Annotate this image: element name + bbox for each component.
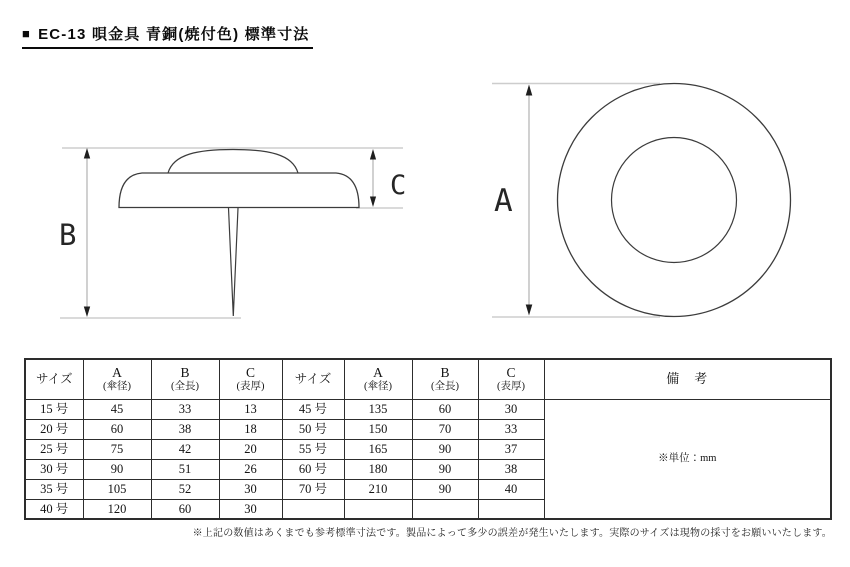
cell-c: 30: [219, 479, 282, 499]
cell-c: 26: [219, 459, 282, 479]
arrow-up-icon: [526, 85, 533, 96]
cell-a: 165: [344, 439, 412, 459]
cell-size: 15 号: [25, 399, 83, 419]
cell-size: 20 号: [25, 419, 83, 439]
dim-label-c: C: [390, 170, 407, 201]
col-header-letter: B: [440, 365, 450, 381]
col-header-b-right: [412, 359, 478, 399]
col-header-label: 備 考: [666, 371, 709, 387]
col-header-sub: (全長): [171, 380, 199, 392]
cell-size: 55 号: [282, 439, 344, 459]
cell-a: 180: [344, 459, 412, 479]
col-header-letter: C: [245, 365, 255, 381]
cell-b: 33: [151, 399, 219, 419]
col-header-sub: (表厚): [236, 380, 265, 392]
spike-outline: [229, 208, 239, 316]
col-header-label: サイズ: [35, 372, 73, 387]
col-header-a-left: [83, 359, 151, 399]
dimensions-table: [24, 358, 832, 520]
cell-c: 33: [478, 419, 544, 439]
cell-a: 90: [83, 459, 151, 479]
arrow-up-icon: [370, 149, 376, 160]
cap-flange-outline: [119, 173, 359, 208]
square-bullet-icon: ■: [22, 26, 32, 41]
cell-b: [412, 499, 478, 519]
col-header-remarks: [544, 359, 831, 399]
arrow-up-icon: [84, 148, 90, 159]
page-title: [22, 23, 313, 49]
col-header-label: サイズ: [294, 372, 332, 387]
cell-size: [282, 499, 344, 519]
cell-size: 40 号: [25, 499, 83, 519]
cell-a: 45: [83, 399, 151, 419]
cell-c: 37: [478, 439, 544, 459]
footnote: ※上記の数値はあくまでも参考標準寸法です。製品によって多少の誤差が発生いたします。実際のサイズは現物の採寸をお願いいたします。: [192, 528, 832, 539]
cell-b: 51: [151, 459, 219, 479]
cell-a: 210: [344, 479, 412, 499]
cell-size: 45 号: [282, 399, 344, 419]
cell-size: 25 号: [25, 439, 83, 459]
cell-b: 90: [412, 439, 478, 459]
cell-b: 90: [412, 459, 478, 479]
col-header-sub: (傘径): [364, 380, 392, 392]
table-header-row: [25, 359, 831, 399]
cell-b: 52: [151, 479, 219, 499]
col-header-letter: A: [373, 365, 383, 381]
table-row: [25, 399, 831, 419]
cell-size: 70 号: [282, 479, 344, 499]
dim-label-b: B: [59, 218, 77, 252]
cell-a: 135: [344, 399, 412, 419]
col-header-size-right: [282, 359, 344, 399]
cell-c: 13: [219, 399, 282, 419]
cell-a: 105: [83, 479, 151, 499]
cell-a: 150: [344, 419, 412, 439]
col-header-c-left: [219, 359, 282, 399]
col-header-b-left: [151, 359, 219, 399]
arrow-down-icon: [526, 305, 533, 316]
cell-c: 18: [219, 419, 282, 439]
cell-a: 75: [83, 439, 151, 459]
col-header-letter: A: [112, 365, 122, 381]
cell-size: 30 号: [25, 459, 83, 479]
top-view-drawing: [480, 70, 835, 330]
col-header-a-right: [344, 359, 412, 399]
cell-b: 60: [412, 399, 478, 419]
cell-size: 60 号: [282, 459, 344, 479]
side-view-drawing: [50, 130, 420, 330]
arrow-down-icon: [84, 307, 90, 318]
cell-a: [344, 499, 412, 519]
cap-dome-outline: [168, 150, 298, 174]
cell-size: 35 号: [25, 479, 83, 499]
col-header-letter: B: [180, 365, 190, 381]
cell-c: 30: [478, 399, 544, 419]
cell-b: 90: [412, 479, 478, 499]
cell-a: 120: [83, 499, 151, 519]
col-header-sub: (表厚): [497, 380, 525, 392]
cell-c: 20: [219, 439, 282, 459]
cell-b: 60: [151, 499, 219, 519]
cell-c: 30: [219, 499, 282, 519]
cell-a: 60: [83, 419, 151, 439]
page-title-text: EC-13 唄金具 青銅(焼付色) 標準寸法: [38, 26, 310, 43]
cell-b: 42: [151, 439, 219, 459]
col-header-c-right: [478, 359, 544, 399]
col-header-sub: (全長): [431, 380, 459, 392]
cell-c: 40: [478, 479, 544, 499]
cell-c: [478, 499, 544, 519]
col-header-sub: (傘径): [103, 380, 131, 392]
col-header-letter: C: [506, 365, 516, 381]
cell-c: 38: [478, 459, 544, 479]
arrow-down-icon: [370, 197, 376, 208]
outer-circle-outline: [558, 84, 791, 317]
cell-b: 70: [412, 419, 478, 439]
cell-b: 38: [151, 419, 219, 439]
dim-label-a: A: [494, 183, 513, 219]
remarks-cell: ※単位：mm: [544, 399, 831, 519]
col-header-size-left: [25, 359, 83, 399]
cell-size: 50 号: [282, 419, 344, 439]
